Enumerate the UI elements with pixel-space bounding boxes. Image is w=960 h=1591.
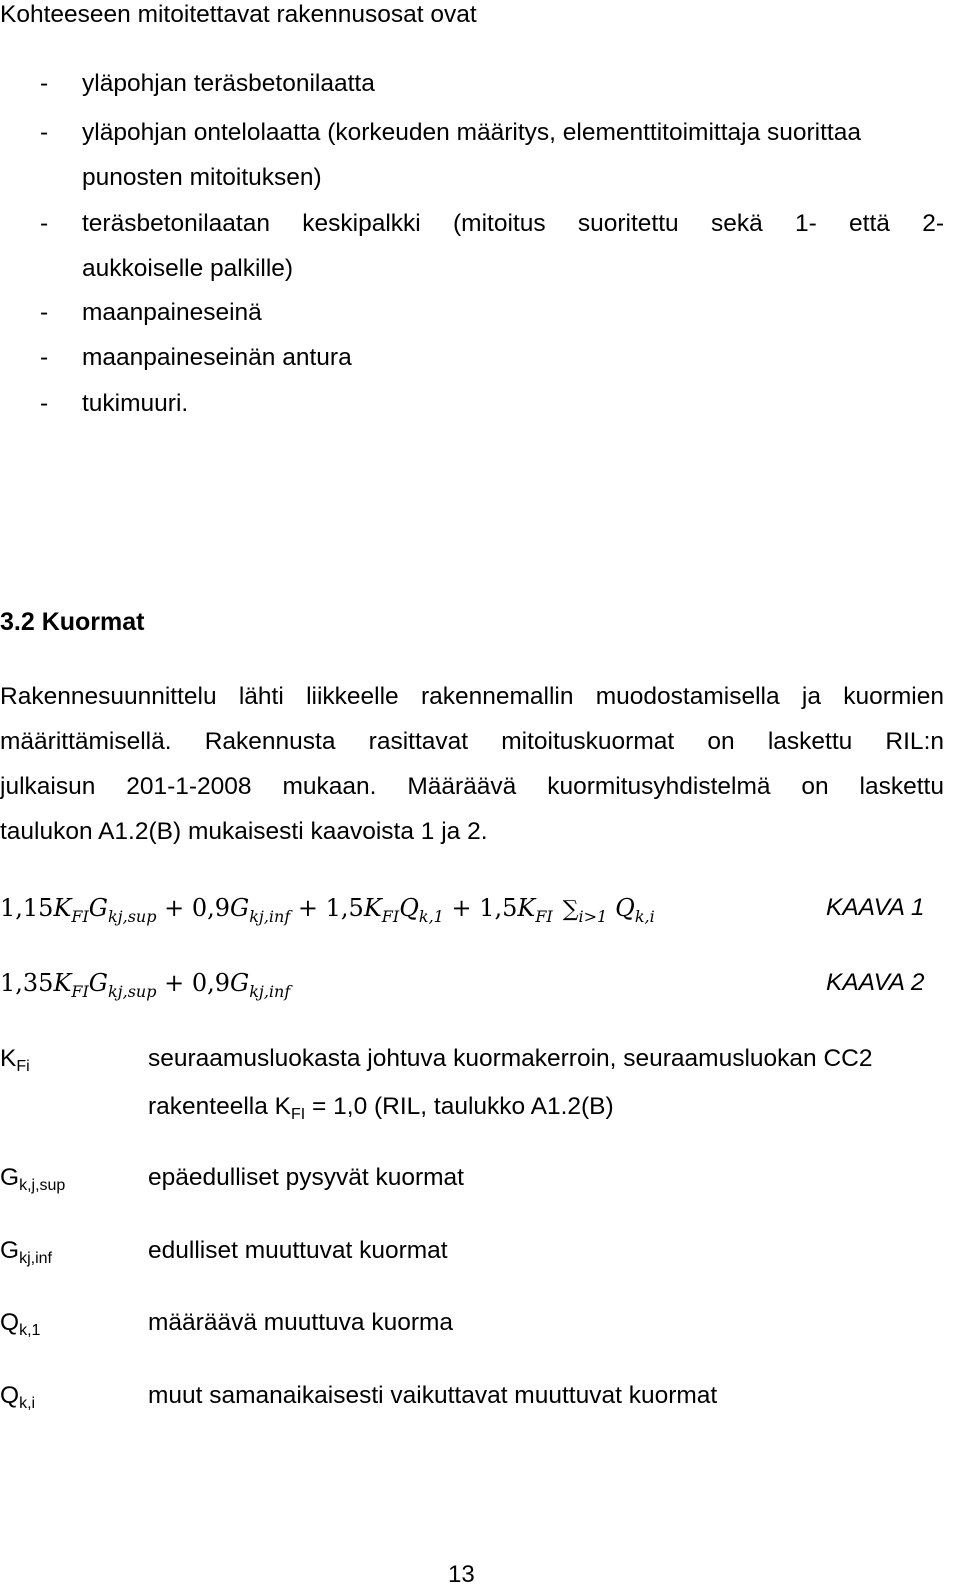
page-number: 13 (448, 1561, 475, 1588)
definition-description: muut samanaikaisesti vaikuttavat muuttuvat kuormat (148, 1382, 718, 1409)
definition-description: seuraamusluokasta johtuva kuormakerroin, seuraamusluokan CC2 (148, 1045, 873, 1072)
list-item-text: tukimuuri. (82, 390, 189, 417)
definition-description: määräävä muuttuva kuorma (148, 1309, 454, 1336)
formula-term: 1,15 (0, 894, 54, 922)
formula-label: KAAVA 1 (826, 894, 925, 921)
formula-operator: + 0,9 (156, 894, 231, 922)
list-item-continuation: punosten mitoituksen) (82, 164, 322, 191)
symbol-letter: Q (0, 1309, 20, 1336)
list-dash: - (40, 119, 49, 146)
paragraph-line: Rakennesuunnittelu lähti liikkeelle rakennemallin muodostamisella ja kuormien (0, 683, 944, 710)
list-item-text: yläpohjan ontelolaatta (korkeuden määritys, elementtitoimittaja suorittaa (82, 119, 861, 146)
definition-description: epäedulliset pysyvät kuormat (148, 1164, 464, 1191)
formula-symbol: G (230, 969, 250, 997)
formula-symbol: G (88, 969, 108, 997)
symbol-letter: G (0, 1164, 20, 1191)
symbol-subscript: kj,inf (19, 1250, 52, 1267)
formula-label: KAAVA 2 (826, 969, 925, 996)
desc-text: rakenteella K (148, 1093, 292, 1120)
list-item-text: maanpaineseinä (82, 299, 262, 326)
sum-symbol: ∑ (562, 897, 579, 922)
symbol-subscript: k,i (19, 1395, 36, 1412)
formula-subscript: kj,sup (107, 982, 157, 1001)
formula-subscript: k,1 (418, 907, 444, 926)
definition-description-cont (148, 1092, 614, 1122)
formula-subscript: FI (381, 907, 400, 926)
formula-operator: + 1,5 (443, 894, 518, 922)
definition-symbol (0, 1236, 52, 1266)
formula-operator: + 0,9 (156, 969, 231, 997)
symbol-letter: Q (0, 1382, 20, 1409)
desc-subscript: FI (291, 1106, 306, 1123)
paragraph-line: taulukon A1.2(B) mukaisesti kaavoista 1 ja 2. (0, 818, 488, 845)
list-item-text: yläpohjan teräsbetonilaatta (82, 70, 375, 97)
list-item-text: maanpaineseinän antura (82, 344, 352, 371)
formula-symbol: K (53, 969, 72, 997)
formula-subscript: kj,sup (107, 907, 157, 926)
formula-operator: + 1,5 (290, 894, 364, 922)
formula-symbol: K (363, 894, 382, 922)
formula-symbol: K (517, 894, 536, 922)
formula-subscript: FI (71, 907, 89, 926)
list-item-continuation: aukkoiselle palkille) (82, 255, 294, 282)
definition-symbol (0, 1163, 65, 1193)
definition-symbol (0, 1381, 35, 1411)
list-item-text: teräsbetonilaatan keskipalkki (mitoitus suoritettu sekä 1- että 2- (82, 210, 944, 237)
definition-symbol (0, 1308, 40, 1338)
desc-text: = 1,0 (RIL, taulukko A1.2(B) (305, 1093, 614, 1120)
formula-subscript: FI (71, 982, 89, 1001)
formula-1 (0, 893, 655, 925)
symbol-subscript: k,1 (19, 1322, 41, 1339)
list-dash: - (40, 210, 49, 237)
formula-subscript: kj,inf (249, 907, 291, 926)
definition-description: edulliset muuttuvat kuormat (148, 1237, 448, 1264)
formula-symbol: K (53, 894, 72, 922)
list-dash: - (40, 299, 49, 326)
formula-symbol: Q (399, 894, 419, 922)
symbol-letter: G (0, 1237, 20, 1264)
symbol-subscript: Fi (16, 1058, 30, 1075)
paragraph-line: julkaisun 201-1-2008 mukaan. Määräävä kuormitusyhdistelmä on laskettu (0, 773, 944, 800)
formula-term: 1,35 (0, 969, 54, 997)
formula-symbol: Q (615, 894, 635, 922)
section-heading: 3.2 Kuormat (0, 608, 145, 636)
formula-symbol: G (88, 894, 108, 922)
symbol-letter: K (0, 1045, 17, 1072)
list-dash: - (40, 344, 49, 371)
formula-subscript: i>1 (578, 907, 608, 926)
definition-symbol (0, 1044, 30, 1074)
formula-subscript: FI (535, 907, 553, 926)
formula-subscript: kj,inf (249, 982, 291, 1001)
list-dash: - (40, 390, 49, 417)
formula-symbol: G (230, 894, 250, 922)
paragraph-line: määrittämisellä. Rakennusta rasittavat mitoituskuormat on laskettu RIL:n (0, 728, 944, 755)
formula-2 (0, 968, 291, 1001)
list-dash: - (40, 70, 49, 97)
symbol-subscript: k,j,sup (19, 1177, 66, 1194)
intro-text: Kohteeseen mitoitettavat rakennusosat ovat (0, 1, 477, 28)
formula-subscript: k,i (634, 907, 655, 926)
